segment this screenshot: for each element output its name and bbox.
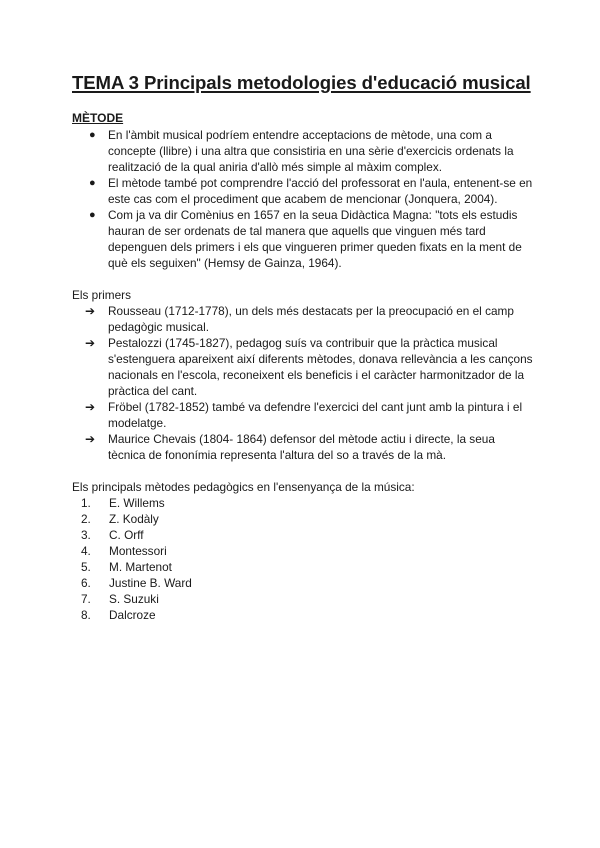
arrow-item-text: Maurice Chevais (1804- 1864) defensor del mètode actiu i directe, la seua tècnica de fononímia representa l'altura del so a través de la mà. [108, 432, 495, 462]
methods-label: Els principals mètodes pedagògics en l'ensenyança de la música: [72, 480, 415, 494]
method-name: S. Suzuki [109, 592, 159, 606]
list-number: 6. [81, 576, 91, 590]
method-name: Z. Kodàly [109, 512, 159, 526]
bullet-icon: ● [89, 177, 96, 189]
bullet-item [72, 175, 534, 207]
arrow-right-icon: ➔ [85, 336, 96, 350]
list-item [72, 591, 472, 607]
arrow-item [72, 303, 534, 335]
method-name: Montessori [109, 544, 167, 558]
arrow-item [72, 431, 534, 463]
arrow-right-icon: ➔ [85, 304, 96, 318]
list-item [72, 543, 472, 559]
list-number: 7. [81, 592, 91, 606]
section-heading: MÈTODE [72, 111, 124, 125]
list-number: 1. [81, 496, 91, 510]
arrow-item-text: Fröbel (1782-1852) també va defendre l'exercici del cant junt amb la pintura i el modelatge. [108, 400, 523, 430]
list-item [72, 575, 472, 591]
bullet-text: Com ja va dir Comènius en 1657 en la seua Didàctica Magna: "tots els estudis hauran de ser ordenats de tal manera que aquells que vinguen més tard depenguen dels primers i els que vingueren primer queden fixats en la ment de què els seguixen" (Hemsy de Gainza, 1964). [108, 208, 522, 270]
method-name: C. Orff [109, 528, 144, 542]
bullet-item [72, 207, 534, 271]
list-number: 5. [81, 560, 91, 574]
arrow-item-text: Pestalozzi (1745-1827), pedagog suís va contribuir que la pràctica musical s'estenguera apareixent així diferents mètodes, donava rellevància a les cançons nacionals en l'escola, reconeixent els beneficis i el caràcter harmonitzador de la pràctica del cant. [108, 336, 533, 398]
arrow-item-text: Rousseau (1712-1778), un dels més destacats per la preocupació en el camp pedagògic musical. [108, 304, 514, 334]
arrow-item [72, 335, 534, 399]
method-name: Dalcroze [109, 608, 156, 622]
bullet-icon: ● [89, 129, 96, 141]
arrow-right-icon: ➔ [85, 400, 96, 414]
first-pedagogues-label: Els primers [72, 288, 131, 302]
list-number: 2. [81, 512, 91, 526]
arrow-item [72, 399, 534, 431]
page-title: TEMA 3 Principals metodologies d'educació musical [72, 72, 531, 93]
arrow-right-icon: ➔ [85, 432, 96, 446]
methods-numbered-list [72, 495, 472, 623]
list-number: 8. [81, 608, 91, 622]
bullet-text: El mètode també pot comprendre l'acció del professorat en l'aula, entenent-se en este cas com el procediment que acabem de mencionar (Jonquera, 2004). [108, 176, 533, 206]
list-item [72, 607, 472, 623]
list-item [72, 495, 472, 511]
list-number: 3. [81, 528, 91, 542]
bullet-text: En l'àmbit musical podríem entendre acceptacions de mètode, una com a concepte (llibre) i una altra que consistiria en una sèrie d'exercicis ordenats la realització de la qual aniria d'allò més simple al màxim complex. [108, 128, 514, 174]
method-bullet-list [72, 127, 534, 271]
pedagogues-arrow-list [72, 303, 534, 463]
list-number: 4. [81, 544, 91, 558]
bullet-item [72, 127, 534, 175]
method-name: M. Martenot [109, 560, 172, 574]
list-item [72, 559, 472, 575]
list-item [72, 527, 472, 543]
method-name: Justine B. Ward [109, 576, 192, 590]
list-item [72, 511, 472, 527]
method-name: E. Willems [109, 496, 165, 510]
bullet-icon: ● [89, 209, 96, 221]
